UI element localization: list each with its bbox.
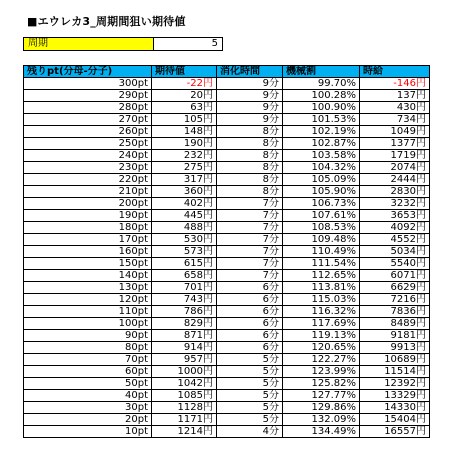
cell-payout-rate[interactable]: 102.19% <box>283 126 360 138</box>
table-row <box>24 186 430 198</box>
cell-payout-rate[interactable]: 105.09% <box>283 174 360 186</box>
table-row <box>24 414 430 426</box>
cell-remaining-pt[interactable]: 160pt <box>24 246 152 258</box>
cell-remaining-pt[interactable]: 300pt <box>24 78 152 90</box>
period-param-table <box>23 37 223 51</box>
cell-hourly-wage[interactable]: 1719円 <box>360 150 430 162</box>
cell-remaining-pt[interactable]: 230pt <box>24 162 152 174</box>
cell-hourly-wage[interactable]: 5034円 <box>360 246 430 258</box>
cell-time[interactable]: 8分 <box>217 126 283 138</box>
cell-payout-rate[interactable]: 134.49% <box>283 426 360 438</box>
cell-payout-rate[interactable]: 125.82% <box>283 378 360 390</box>
cell-payout-rate[interactable]: 103.58% <box>283 150 360 162</box>
cell-payout-rate[interactable]: 113.81% <box>283 282 360 294</box>
table-row <box>24 258 430 270</box>
table-row <box>24 234 430 246</box>
cell-remaining-pt[interactable]: 190pt <box>24 210 152 222</box>
table-row <box>24 378 430 390</box>
cell-remaining-pt[interactable]: 200pt <box>24 198 152 210</box>
cell-expected-value[interactable]: 20円 <box>152 90 217 102</box>
cell-hourly-wage[interactable]: 9181円 <box>360 330 430 342</box>
cell-remaining-pt[interactable]: 220pt <box>24 174 152 186</box>
cell-remaining-pt[interactable]: 50pt <box>24 378 152 390</box>
period-value-cell[interactable]: 5 <box>154 38 223 51</box>
cell-payout-rate[interactable]: 99.70% <box>283 78 360 90</box>
cell-hourly-wage[interactable]: 137円 <box>360 90 430 102</box>
cell-payout-rate[interactable]: 101.53% <box>283 114 360 126</box>
cell-hourly-wage[interactable]: 3232円 <box>360 198 430 210</box>
cell-payout-rate[interactable]: 109.48% <box>283 234 360 246</box>
cell-time[interactable]: 9分 <box>217 78 283 90</box>
cell-expected-value[interactable]: 1000円 <box>152 366 217 378</box>
cell-payout-rate[interactable]: 108.53% <box>283 222 360 234</box>
cell-remaining-pt[interactable]: 150pt <box>24 258 152 270</box>
cell-expected-value[interactable]: 658円 <box>152 270 217 282</box>
cell-time[interactable]: 8分 <box>217 174 283 186</box>
cell-time[interactable]: 6分 <box>217 294 283 306</box>
cell-payout-rate[interactable]: 112.65% <box>283 270 360 282</box>
cell-hourly-wage[interactable]: 4552円 <box>360 234 430 246</box>
cell-time[interactable]: 8分 <box>217 162 283 174</box>
cell-payout-rate[interactable]: 127.77% <box>283 390 360 402</box>
table-row <box>24 354 430 366</box>
table-row <box>24 102 430 114</box>
table-row <box>24 90 430 102</box>
cell-payout-rate[interactable]: 115.03% <box>283 294 360 306</box>
cell-hourly-wage[interactable]: 15404円 <box>360 414 430 426</box>
cell-payout-rate[interactable]: 107.61% <box>283 210 360 222</box>
cell-expected-value[interactable]: 1128円 <box>152 402 217 414</box>
cell-time[interactable]: 6分 <box>217 342 283 354</box>
cell-hourly-wage[interactable]: 1377円 <box>360 138 430 150</box>
cell-hourly-wage[interactable]: 7216円 <box>360 294 430 306</box>
header-remaining-pt: 残りpt(分母-分子) <box>24 66 152 78</box>
cell-payout-rate[interactable]: 117.69% <box>283 318 360 330</box>
cell-payout-rate[interactable]: 110.49% <box>283 246 360 258</box>
cell-payout-rate[interactable]: 120.65% <box>283 342 360 354</box>
table-row <box>24 294 430 306</box>
cell-remaining-pt[interactable]: 10pt <box>24 426 152 438</box>
cell-expected-value[interactable]: 1042円 <box>152 378 217 390</box>
cell-payout-rate[interactable]: 122.27% <box>283 354 360 366</box>
cell-hourly-wage[interactable]: 2830円 <box>360 186 430 198</box>
cell-expected-value[interactable]: 786円 <box>152 306 217 318</box>
header-payout-rate: 機械割 <box>283 66 360 78</box>
cell-time[interactable]: 7分 <box>217 270 283 282</box>
table-row <box>24 114 430 126</box>
cell-remaining-pt[interactable]: 250pt <box>24 138 152 150</box>
cell-remaining-pt[interactable]: 110pt <box>24 306 152 318</box>
cell-remaining-pt[interactable]: 70pt <box>24 354 152 366</box>
cell-expected-value[interactable]: 402円 <box>152 198 217 210</box>
cell-hourly-wage[interactable]: 5540円 <box>360 258 430 270</box>
cell-expected-value[interactable]: 360円 <box>152 186 217 198</box>
header-expected-value: 期待値 <box>152 66 217 78</box>
cell-expected-value[interactable]: 190円 <box>152 138 217 150</box>
table-row <box>24 246 430 258</box>
cell-remaining-pt[interactable]: 240pt <box>24 150 152 162</box>
cell-remaining-pt[interactable]: 20pt <box>24 414 152 426</box>
cell-expected-value[interactable]: 743円 <box>152 294 217 306</box>
cell-remaining-pt[interactable]: 170pt <box>24 234 152 246</box>
cell-expected-value[interactable]: 957円 <box>152 354 217 366</box>
cell-payout-rate[interactable]: 100.28% <box>283 90 360 102</box>
table-row <box>24 390 430 402</box>
cell-hourly-wage[interactable]: -146円 <box>360 78 430 90</box>
cell-expected-value[interactable]: 1171円 <box>152 414 217 426</box>
cell-time[interactable]: 7分 <box>217 222 283 234</box>
table-row <box>24 282 430 294</box>
period-label: 周期 <box>24 38 154 51</box>
cell-time[interactable]: 5分 <box>217 402 283 414</box>
cell-expected-value[interactable]: 701円 <box>152 282 217 294</box>
cell-hourly-wage[interactable]: 10689円 <box>360 354 430 366</box>
cell-payout-rate[interactable]: 102.87% <box>283 138 360 150</box>
cell-expected-value[interactable]: 573円 <box>152 246 217 258</box>
cell-time[interactable]: 6分 <box>217 318 283 330</box>
cell-expected-value[interactable]: 445円 <box>152 210 217 222</box>
cell-expected-value[interactable]: 871円 <box>152 330 217 342</box>
cell-time[interactable]: 9分 <box>217 90 283 102</box>
cell-remaining-pt[interactable]: 100pt <box>24 318 152 330</box>
cell-time[interactable]: 8分 <box>217 150 283 162</box>
cell-payout-rate[interactable]: 129.86% <box>283 402 360 414</box>
cell-time[interactable]: 5分 <box>217 366 283 378</box>
cell-payout-rate[interactable]: 104.32% <box>283 162 360 174</box>
cell-time[interactable]: 6分 <box>217 330 283 342</box>
cell-time[interactable]: 7分 <box>217 210 283 222</box>
cell-hourly-wage[interactable]: 8489円 <box>360 318 430 330</box>
cell-expected-value[interactable]: 488円 <box>152 222 217 234</box>
cell-hourly-wage[interactable]: 13329円 <box>360 390 430 402</box>
cell-hourly-wage[interactable]: 12392円 <box>360 378 430 390</box>
cell-expected-value[interactable]: 148円 <box>152 126 217 138</box>
cell-expected-value[interactable]: 275円 <box>152 162 217 174</box>
page-title: ■エウレカ3_周期間狙い期待値 <box>27 15 186 28</box>
table-row <box>24 174 430 186</box>
period-param-row <box>24 38 223 51</box>
cell-remaining-pt[interactable]: 140pt <box>24 270 152 282</box>
table-row <box>24 126 430 138</box>
cell-time[interactable]: 9分 <box>217 114 283 126</box>
table-row <box>24 306 430 318</box>
cell-time[interactable]: 8分 <box>217 138 283 150</box>
cell-expected-value[interactable]: 829円 <box>152 318 217 330</box>
cell-remaining-pt[interactable]: 260pt <box>24 126 152 138</box>
table-row <box>24 210 430 222</box>
header-time: 消化時間 <box>217 66 283 78</box>
table-row <box>24 330 430 342</box>
cell-hourly-wage[interactable]: 3653円 <box>360 210 430 222</box>
cell-hourly-wage[interactable]: 6071円 <box>360 270 430 282</box>
cell-hourly-wage[interactable]: 16557円 <box>360 426 430 438</box>
cell-payout-rate[interactable]: 132.09% <box>283 414 360 426</box>
cell-time[interactable]: 5分 <box>217 378 283 390</box>
table-row <box>24 426 430 438</box>
table-row <box>24 366 430 378</box>
cell-payout-rate[interactable]: 105.90% <box>283 186 360 198</box>
cell-remaining-pt[interactable]: 60pt <box>24 366 152 378</box>
cell-time[interactable]: 6分 <box>217 282 283 294</box>
cell-expected-value[interactable]: 1085円 <box>152 390 217 402</box>
table-row <box>24 138 430 150</box>
cell-time[interactable]: 7分 <box>217 258 283 270</box>
cell-time[interactable]: 6分 <box>217 306 283 318</box>
cell-remaining-pt[interactable]: 280pt <box>24 102 152 114</box>
cell-payout-rate[interactable]: 123.99% <box>283 366 360 378</box>
cell-hourly-wage[interactable]: 734円 <box>360 114 430 126</box>
cell-hourly-wage[interactable]: 14330円 <box>360 402 430 414</box>
cell-remaining-pt[interactable]: 270pt <box>24 114 152 126</box>
cell-remaining-pt[interactable]: 90pt <box>24 330 152 342</box>
cell-time[interactable]: 4分 <box>217 426 283 438</box>
table-row <box>24 150 430 162</box>
table-row <box>24 270 430 282</box>
cell-payout-rate[interactable]: 106.73% <box>283 198 360 210</box>
table-row <box>24 198 430 210</box>
cell-remaining-pt[interactable]: 130pt <box>24 282 152 294</box>
cell-hourly-wage[interactable]: 9913円 <box>360 342 430 354</box>
cell-expected-value[interactable]: 105円 <box>152 114 217 126</box>
cell-expected-value[interactable]: -22円 <box>152 78 217 90</box>
cell-remaining-pt[interactable]: 30pt <box>24 402 152 414</box>
table-row <box>24 78 430 90</box>
table-row <box>24 342 430 354</box>
cell-remaining-pt[interactable]: 40pt <box>24 390 152 402</box>
cell-expected-value[interactable]: 232円 <box>152 150 217 162</box>
table-row <box>24 402 430 414</box>
cell-hourly-wage[interactable]: 2444円 <box>360 174 430 186</box>
table-header-row <box>24 66 430 78</box>
cell-hourly-wage[interactable]: 7836円 <box>360 306 430 318</box>
cell-expected-value[interactable]: 615円 <box>152 258 217 270</box>
cell-expected-value[interactable]: 317円 <box>152 174 217 186</box>
cell-hourly-wage[interactable]: 6629円 <box>360 282 430 294</box>
cell-payout-rate[interactable]: 111.54% <box>283 258 360 270</box>
cell-payout-rate[interactable]: 116.32% <box>283 306 360 318</box>
cell-payout-rate[interactable]: 100.90% <box>283 102 360 114</box>
cell-hourly-wage[interactable]: 430円 <box>360 102 430 114</box>
cell-remaining-pt[interactable]: 210pt <box>24 186 152 198</box>
expected-value-table <box>23 65 430 438</box>
cell-remaining-pt[interactable]: 80pt <box>24 342 152 354</box>
cell-time[interactable]: 7分 <box>217 246 283 258</box>
cell-time[interactable]: 7分 <box>217 198 283 210</box>
cell-remaining-pt[interactable]: 180pt <box>24 222 152 234</box>
table-row <box>24 222 430 234</box>
cell-expected-value[interactable]: 530円 <box>152 234 217 246</box>
table-row <box>24 162 430 174</box>
cell-hourly-wage[interactable]: 4092円 <box>360 222 430 234</box>
cell-expected-value[interactable]: 914円 <box>152 342 217 354</box>
cell-time[interactable]: 8分 <box>217 186 283 198</box>
table-row <box>24 318 430 330</box>
cell-hourly-wage[interactable]: 11514円 <box>360 366 430 378</box>
cell-hourly-wage[interactable]: 2074円 <box>360 162 430 174</box>
cell-time[interactable]: 7分 <box>217 234 283 246</box>
cell-time[interactable]: 5分 <box>217 414 283 426</box>
header-hourly-wage: 時給 <box>360 66 430 78</box>
cell-payout-rate[interactable]: 119.13% <box>283 330 360 342</box>
cell-time[interactable]: 9分 <box>217 102 283 114</box>
cell-expected-value[interactable]: 1214円 <box>152 426 217 438</box>
cell-remaining-pt[interactable]: 290pt <box>24 90 152 102</box>
cell-time[interactable]: 5分 <box>217 390 283 402</box>
cell-time[interactable]: 5分 <box>217 354 283 366</box>
cell-hourly-wage[interactable]: 1049円 <box>360 126 430 138</box>
cell-expected-value[interactable]: 63円 <box>152 102 217 114</box>
cell-remaining-pt[interactable]: 120pt <box>24 294 152 306</box>
